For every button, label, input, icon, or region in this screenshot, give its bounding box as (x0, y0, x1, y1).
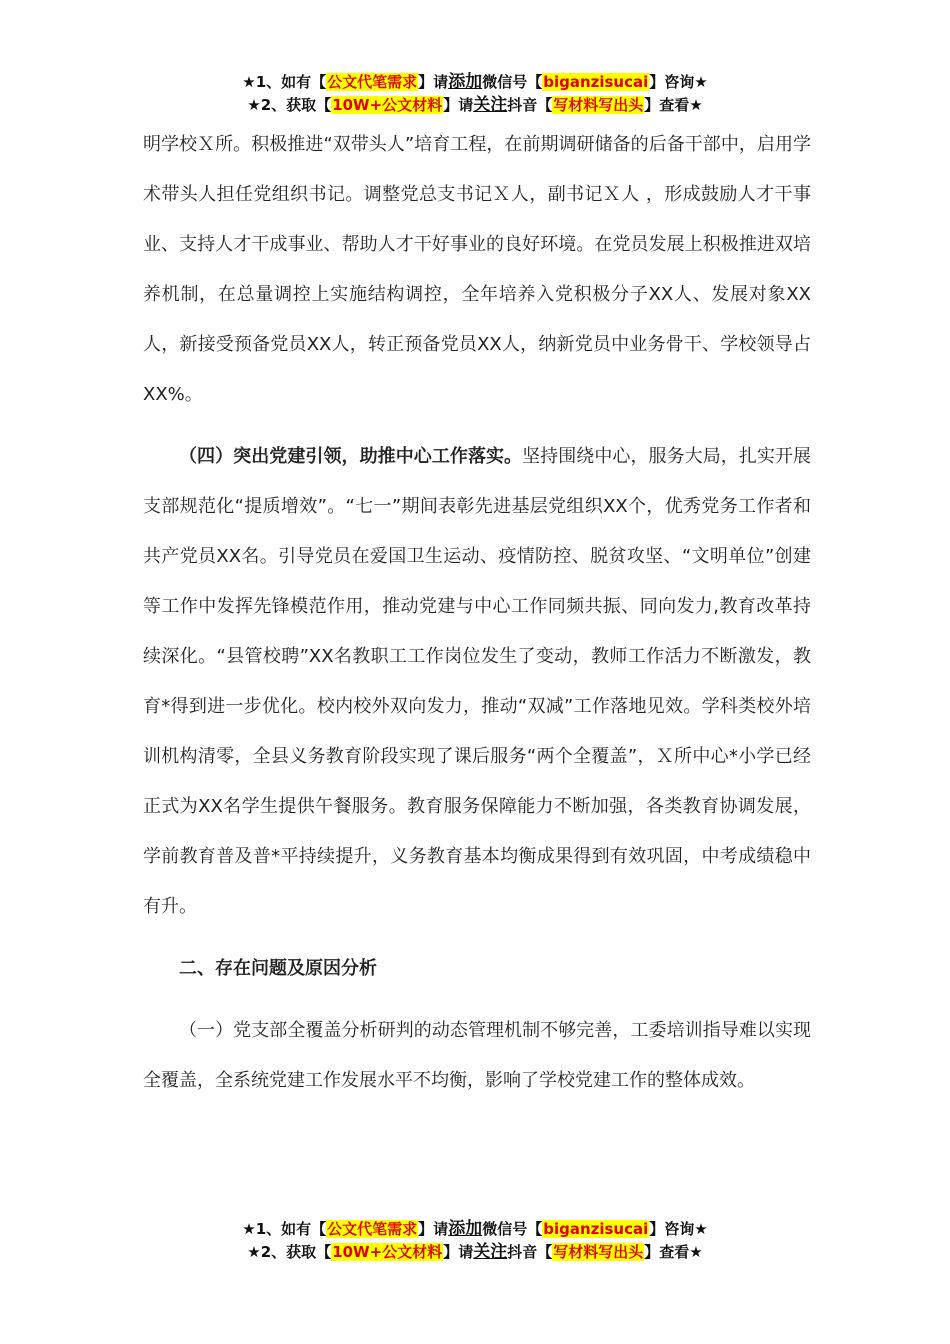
banner-highlight-service: 公文代笔需求 (327, 1220, 418, 1238)
paragraph-2 (143, 432, 811, 932)
paragraph-gap (143, 420, 811, 432)
banner-text: ★2、获取【 (247, 96, 332, 114)
banner-text: ★1、如有【 (242, 73, 327, 91)
banner-text: 】咨询★ (649, 1220, 708, 1238)
banner-text: 】请 (443, 1243, 474, 1261)
banner-emphasis-follow: 关注 (473, 95, 508, 115)
banner-text: 】请 (418, 73, 449, 91)
paragraph-3: （一）党支部全覆盖分析研判的动态管理机制不够完善，工委培训指导难以实现全覆盖，全系统党建工作发展水平不均衡，影响了学校党建工作的整体成效。 (143, 1020, 811, 1091)
banner-line-1 (0, 1218, 950, 1241)
banner-text: 】请 (443, 96, 474, 114)
banner-text: 】查看★ (644, 96, 703, 114)
banner-highlight-douyin: 写材料写出头 (553, 1243, 644, 1261)
banner-text: 】咨询★ (649, 73, 708, 91)
footer-banner (0, 1218, 950, 1264)
banner-text: 微信号【 (482, 73, 543, 91)
banner-highlight-wechat-id: biganzisucai (543, 73, 649, 91)
header-banner (0, 71, 950, 117)
paragraph-2-lead: （四）突出党建引领，助推中心工作落实。 (179, 446, 523, 467)
paragraph-gap (143, 932, 811, 944)
banner-highlight-materials: 10W+公文材料 (332, 1243, 443, 1261)
banner-text: 抖音【 (507, 1243, 553, 1261)
banner-text: 抖音【 (507, 96, 553, 114)
banner-emphasis-add: 添加 (448, 72, 483, 92)
banner-text: 微信号【 (482, 1220, 543, 1238)
paragraph-gap (143, 994, 811, 1006)
banner-line-2 (0, 1241, 950, 1264)
paragraph-2-body: 坚持围绕中心，服务大局，扎实开展支部规范化“提质增效”。“七一”期间表彰先进基层党组织XX个，优秀党务工作者和共产党员XX名。引导党员在爱国卫生运动、疫情防控、脱贫攻坚、“文明单位”创建等工作中发挥先锋模范作用，推动党建与中心工作同频共振、同向发力,教育改革持续深化。“县管校聘”XX名教职工工作岗位发生了变动，教师工作活力不断激发，教育*得到进一步优化。校内校外双向发力，推动“双减”工作落地见效。学科类校外培训机构清零，全县义务教育阶段实现了课后服务“两个全覆盖”，Ｘ所中心*小学已经正式为XX名学生提供午餐服务。教育服务保障能力不断加强，各类教育协调发展，学前教育普及普*平持续提升，义务教育基本均衡成果得到有效巩固，中考成绩稳中有升。 (143, 446, 812, 917)
banner-text: ★2、获取【 (247, 1243, 332, 1261)
banner-line-1 (0, 71, 950, 94)
document-body (143, 120, 811, 1106)
banner-emphasis-follow: 关注 (473, 1242, 508, 1262)
banner-text: 】请 (418, 1220, 449, 1238)
banner-highlight-materials: 10W+公文材料 (332, 96, 443, 114)
banner-text: ★1、如有【 (242, 1220, 327, 1238)
paragraph-1: 明学校Ｘ所。积极推进“双带头人”培育工程，在前期调研储备的后备干部中，启用学术带头人担任党组织书记。调整党总支书记Ｘ人，副书记Ｘ人 ，形成鼓励人才干事业、支持人才干成事业、帮助人才干好事业的良好环境。在党员发展上积极推进双培养机制，在总量调控上实施结构调控，全年培养入党积极分子XX人、发展对象XX人，新接受预备党员XX人，转正预备党员XX人，纳新党员中业务骨干、学校领导占XX%。 (143, 134, 811, 405)
banner-emphasis-add: 添加 (448, 1219, 483, 1239)
banner-text: 】查看★ (644, 1243, 703, 1261)
banner-highlight-douyin: 写材料写出头 (553, 96, 644, 114)
banner-highlight-service: 公文代笔需求 (327, 73, 418, 91)
banner-highlight-wechat-id: biganzisucai (543, 1220, 649, 1238)
section-heading: 二、存在问题及原因分析 (179, 958, 377, 979)
banner-line-2 (0, 94, 950, 117)
